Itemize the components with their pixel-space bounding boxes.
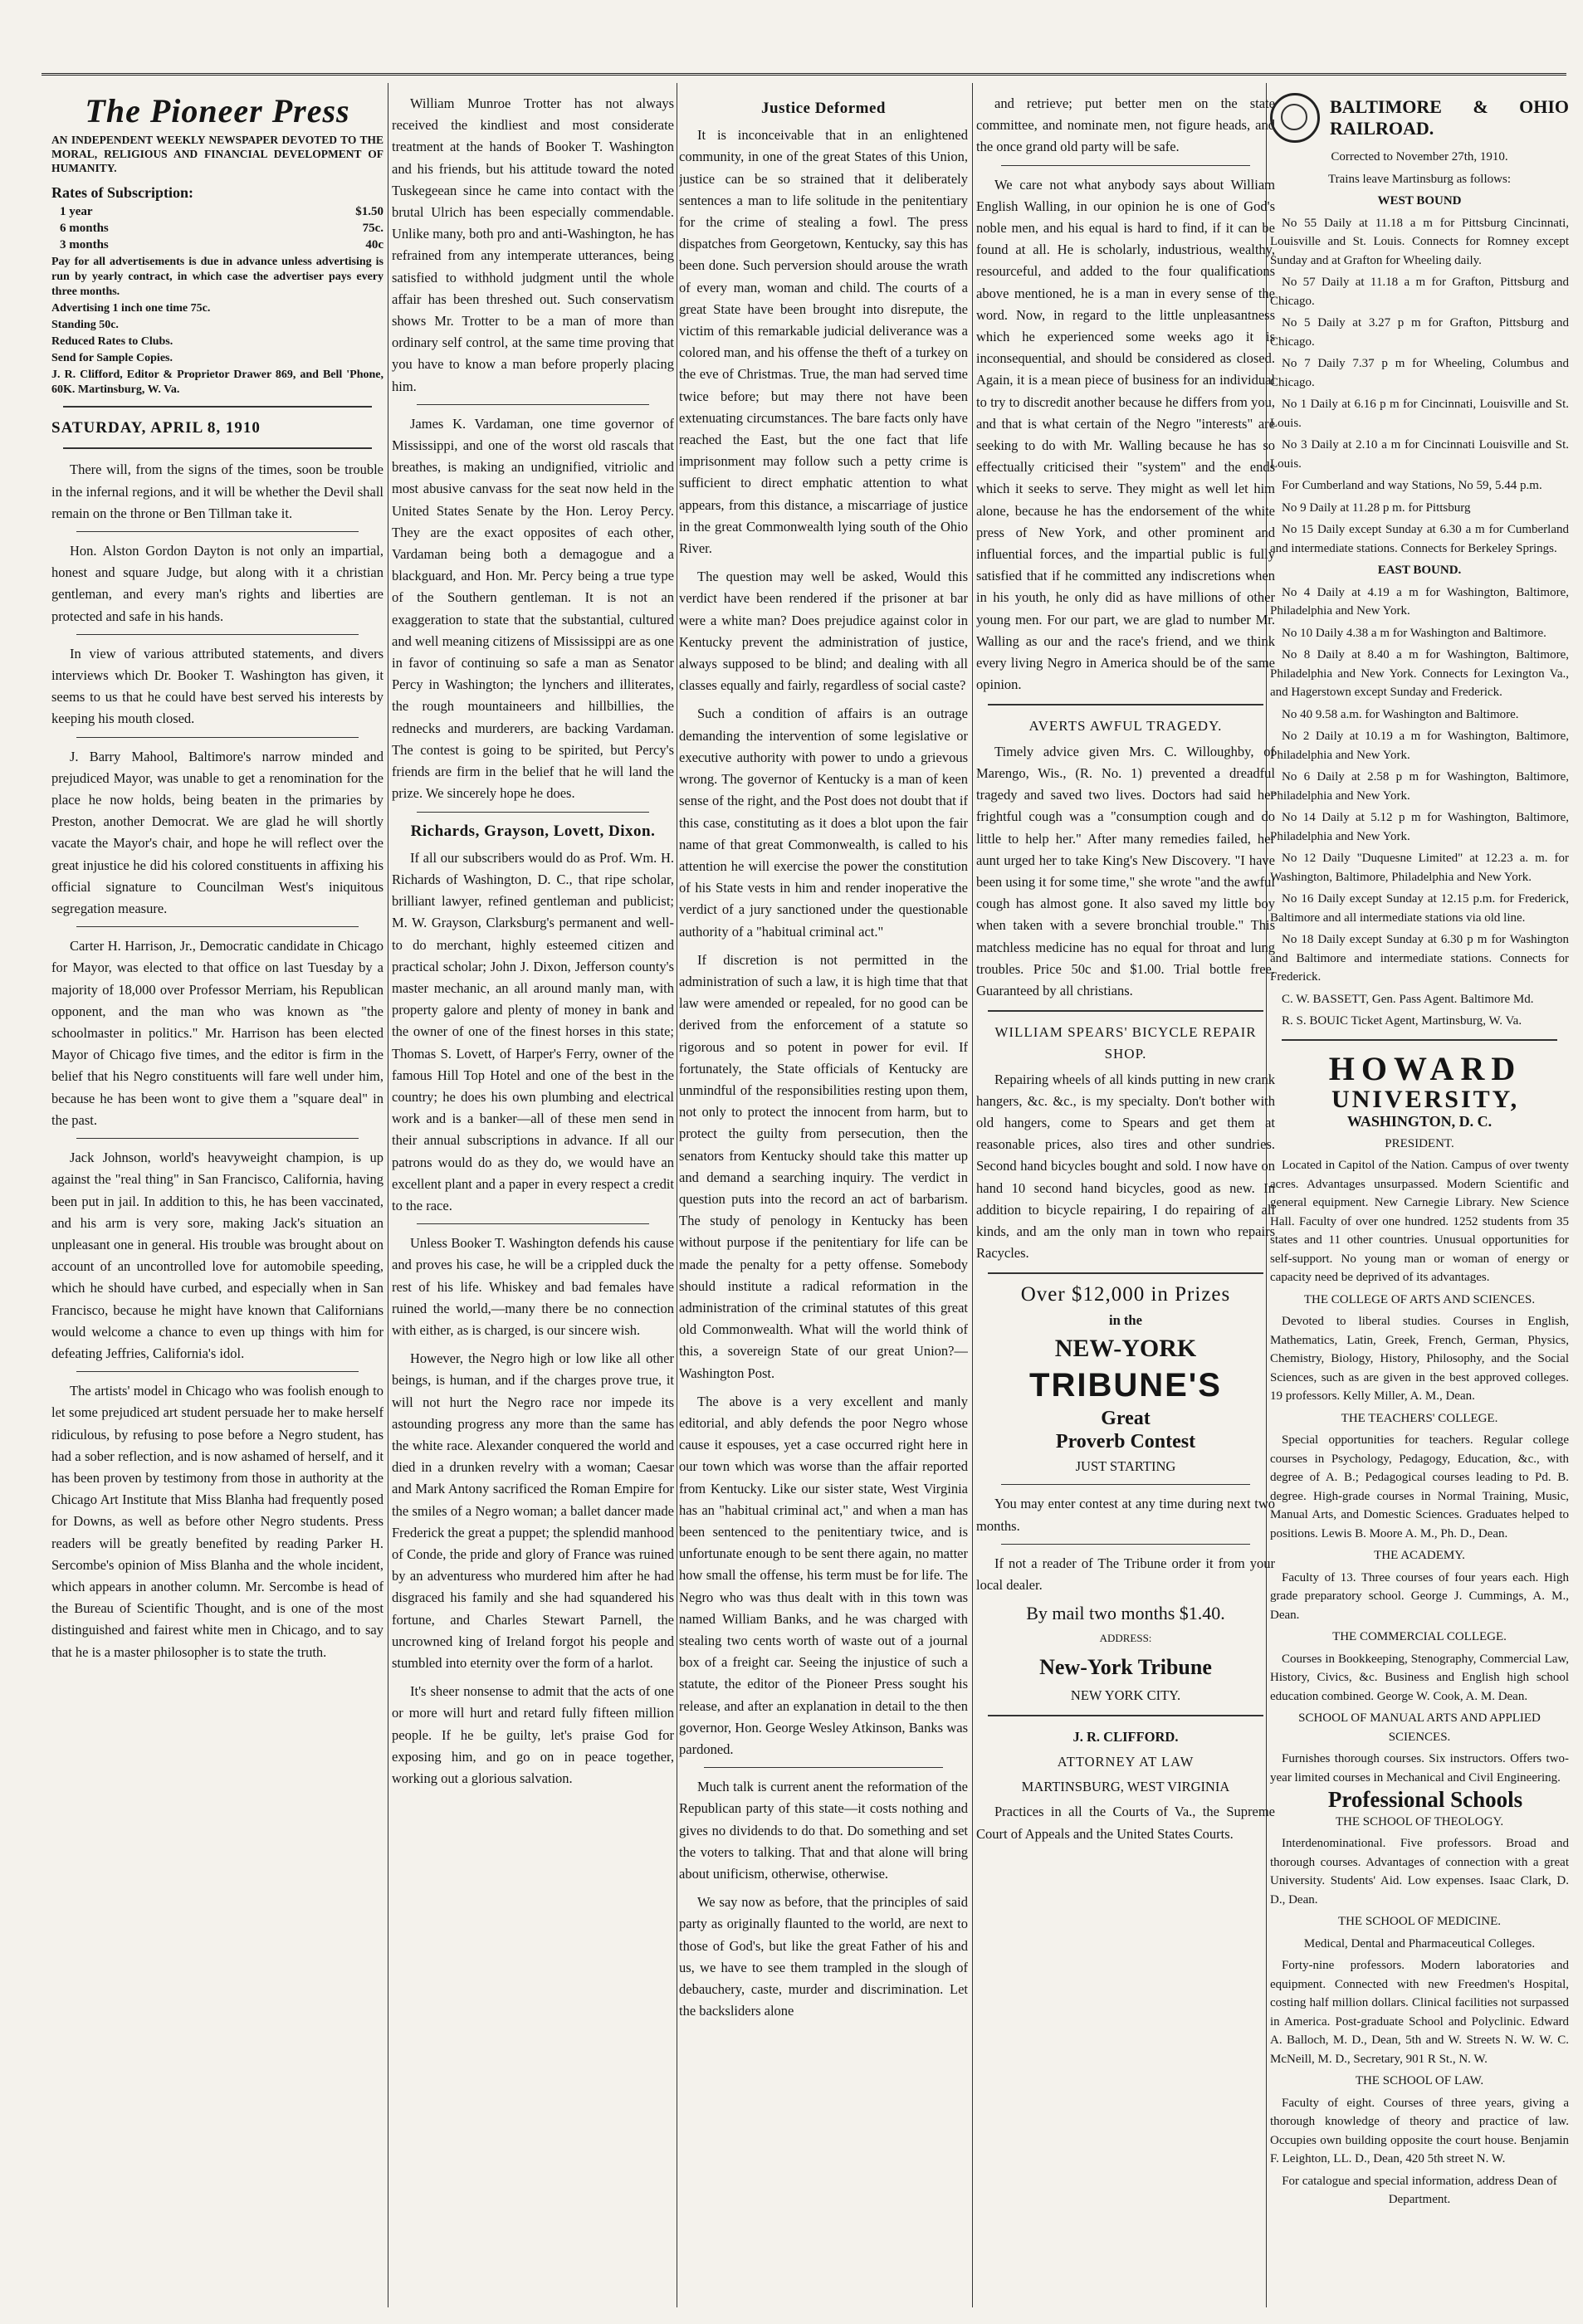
- divider: [76, 1138, 359, 1139]
- university-paragraph: Located in Capitol of the Nation. Campus of over twenty acres. Advantages unsurpassed. Modern Scientific and general equipment. New Carnegie Library. New Science Hall. Faculty of over one hundred. 1252 students from 35 states and 11 other countries. Unusual opportunities for self-support. No young man or woman of energy or capacity need be deprived of its advantages.: [1270, 1159, 1569, 1284]
- east-bound-heading: EAST BOUND.: [1377, 564, 1462, 577]
- tribune-enter: You may enter contest at any time during next two months.: [976, 1496, 1275, 1534]
- divider: [988, 704, 1263, 706]
- newspaper-title: The Pioneer Press: [85, 93, 350, 129]
- school-heading: THE SCHOOL OF THEOLOGY.: [1335, 1814, 1504, 1828]
- article-paragraph: However, the Negro high or low like all other beings, is human, and if the charges prove true, it will not hurt the Negro race nor impede its astounding progress any more than the same has the white race. Alexander conquered the world and died in a drunken revelry with a woman; Caesar and Mark Antony sacrificed the Roman Empire for the smiles of a Negro woman; a ballet dancer made Frederick the great a puppet; the splendid manhood of Conde, the pride and glory of France was ruined by an adventuress who murdered him after he had disgraced his family and she had squandered his fortune, and Charles Stewart Parnell, the uncrowned king of Ireland forgot his people and stumbled into eternity over the form of a harlot.: [392, 1350, 674, 1672]
- west-bound-heading: WEST BOUND: [1377, 194, 1462, 208]
- train-entry: No 55 Daily at 11.18 a m for Pittsburg Cincinnati, Louisville and St. Louis. Connects for Romney except Sunday and at Grafton for Wheeling daily.: [1270, 216, 1569, 267]
- school-heading: THE SCHOOL OF MEDICINE.: [1337, 1915, 1502, 1928]
- rate-row: 6 months 75c.: [60, 222, 384, 236]
- rates-title: Rates of Subscription:: [51, 184, 194, 201]
- club-rates: Reduced Rates to Clubs.: [51, 335, 173, 349]
- article-paragraph: James K. Vardaman, one time governor of Mississippi, and one of the worst old rascals that breathes, is making an undignified, vitriolic and most abusive canvass for the seat now held in the United States Senate by the Hon. Leroy Percy. They are the exact opposites of each other, Vardaman being both a demagogue and a blackguard, and Hon. Mr. Percy being a true type of the Southern gentleman. It is not an exaggeration to state that the substantial, cultured and well meaning citizens of Mississippi are as one in favor of continuing so safe a man as Senator Percy in Washington; the lynchers and illiterates, the rough mountaineers and hillbillies, the rednecks and murderers, are backing Vardaman. The contest is going to be spirited, but Percy's friends are firm in the belief that he will land the prize. We sincerely hope he does.: [392, 415, 674, 802]
- ad-headline: WILLIAM SPEARS' BICYCLE REPAIR SHOP.: [994, 1024, 1257, 1062]
- railroad-agent: C. W. BASSETT, Gen. Pass Agent. Baltimore Md.: [1282, 992, 1534, 1006]
- tribune-contest: Proverb Contest: [1055, 1430, 1196, 1452]
- rate-row: 1 year $1.50: [60, 205, 384, 219]
- school-subheading: Medical, Dental and Pharmaceutical Colleges.: [1303, 1936, 1536, 1950]
- tribune-in-the: in the: [1109, 1311, 1142, 1328]
- train-entry: No 2 Daily at 10.19 a m for Washington, Baltimore, Philadelphia and New York.: [1270, 730, 1569, 762]
- article-paragraph: Unless Booker T. Washington defends his cause and proves his case, he will be a crippled duck the rest of his life. Whiskey and bad females have ruined the world,—many there be no connection with either, as is charged, is our sincere wish.: [392, 1235, 674, 1338]
- divider: [76, 531, 359, 532]
- school-paragraph: Furnishes thorough courses. Six instructors. Offers two-year limited courses in Mechanical and Civil Engineering.: [1270, 1752, 1569, 1784]
- editor-info: J. R. Clifford, Editor & Proprietor Drawer 869, and Bell 'Phone, 60K. Martinsburg, W. Va.: [51, 369, 384, 397]
- divider: [76, 1371, 359, 1372]
- column-3: [679, 93, 968, 2316]
- editorial-paragraph: There will, from the signs of the times, soon be trouble in the infernal regions, and it will be whether the Devil shall remain on the throne or Ben Tillman take it.: [51, 461, 384, 521]
- university-title: UNIVERSITY,: [1331, 1085, 1520, 1113]
- school-heading: THE SCHOOL OF LAW.: [1355, 2074, 1484, 2087]
- divider: [63, 406, 372, 408]
- article-paragraph: The above is a very excellent and manly editorial, and ably defends the poor Negro whose cause it espouses, yet a case occurred right here in our town which was worse than the affair reported from Kentucky. Like our sister state, West Virginia has an "habitual criminal act," and when a man has been sentenced to the penitentiary twice, and is unfortunate enough to be sent there again, no matter how small the offense, his term must be for life. The Negro who was thus dealt with in this town was named William Banks, and he was charged with stealing two cents worth of waste out of a journal box of a freight car. Seeing the injustice of such a statute, the editor of the Pioneer Press sought his release, and after an explanation in detail to the then governor, Hon. George Wesley Atkinson, Banks was pardoned.: [679, 1393, 968, 1758]
- train-entry: No 1 Daily at 6.16 p m for Cincinnati, Louisville and St. Louis.: [1270, 398, 1569, 430]
- divider: [417, 812, 649, 813]
- railroad-agent: R. S. BOUIC Ticket Agent, Martinsburg, W. Va.: [1282, 1014, 1522, 1028]
- divider: [988, 1272, 1263, 1274]
- school-paragraph: Interdenominational. Five professors. Broad and thorough courses. Advantages of connection with a great University. Students' Aid. Low expenses. Isaac Clark, D. D., Dean.: [1270, 1837, 1569, 1907]
- train-entry: No 15 Daily except Sunday at 6.30 a m for Cumberland and intermediate stations. Connects for Berkeley Springs.: [1270, 523, 1569, 555]
- closing-note: For catalogue and special information, address Dean of Department.: [1282, 2174, 1557, 2206]
- president-label: PRESIDENT.: [1385, 1136, 1454, 1150]
- tribune-city: NEW YORK CITY.: [1070, 1687, 1181, 1703]
- school-heading: THE COLLEGE OF ARTS AND SCIENCES.: [1303, 1292, 1536, 1306]
- article-headline: Justice Deformed: [761, 100, 886, 117]
- article-paragraph: It's sheer nonsense to admit that the acts of one or more will hurt and retard fully fifteen million people. If he be guilty, let's praise God for exposing him, and go on in peace together, working out a glorious salvation.: [392, 1683, 674, 1787]
- editorial-paragraph: Carter H. Harrison, Jr., Democratic candidate in Chicago for Mayor, was elected to that office on last Tuesday by a majority of 18,000 over Professor Merriam, his Republican opponent, and the man who was known as "the schoolmaster in politics." Mr. Harrison has been elected Mayor of Chicago five times, and the editor is firm in the belief that his Negro constituents will fare well under him, because he has been wont to give them a "square deal" in the past.: [51, 938, 384, 1128]
- rate-row: 3 months 40c: [60, 238, 384, 252]
- article-paragraph: It is inconceivable that in an enlightened community, in one of the great States of this Union, justice can be so strained that it deliberately sentences a man to life solitude in the penitentiary for the crime of stealing a fowl. The press dispatches from Georgetown, Kentucky, say this has been done. Such perversion should arouse the wrath of every man, woman and child. The courts of a great State have been brought into disrepute, the victim of this remarkable judicial deliverance was a colored man, and his offense the theft of a turkey on the eve of Christmas. True, the man had served time twice before; but may there not have been extenuating circumstances. The bare facts only have reached the East, but the one fact that life imprisonment may follow such a petty crime is sufficient to direct emphatic attention to what appears, from this distance, a miscarriage of justice in the great Commonwealth lying south of the Ohio River.: [679, 127, 968, 557]
- divider: [1001, 1544, 1250, 1545]
- lawyer-place: MARTINSBURG, WEST VIRGINIA: [1021, 1779, 1230, 1795]
- tribune-address-name: New-York Tribune: [1039, 1654, 1212, 1679]
- issue-date: SATURDAY, APRIL 8, 1910: [51, 419, 261, 437]
- tribune-prizes: Over $12,000 in Prizes: [1020, 1283, 1231, 1306]
- school-heading: THE COMMERCIAL COLLEGE.: [1332, 1630, 1507, 1643]
- school-heading: SCHOOL OF MANUAL ARTS AND APPLIED SCIENCES.: [1298, 1711, 1541, 1744]
- divider: [76, 737, 359, 738]
- university-location: WASHINGTON, D. C.: [1346, 1113, 1493, 1130]
- article-paragraph: Such a condition of affairs is an outrage demanding the intervention of some legislative or executive authority with power to undo a grievous wrong. The governor of Kentucky is a man of keen sense of the right, and the Post does not doubt that if this case, constituting as it does a blot upon the fair name of that great Commonwealth, is called to his attention he will exercise the power the constitution of his State vests in him and render inoperative the verdict of a jury sanctioned under the questionable authority of a "habitual criminal act.": [679, 706, 968, 940]
- article-paragraph: We care not what anybody says about William English Walling, in our opinion he is one of God's noble men, and his equal is hard to find, if it can be found at all. He is scholarly, industrious, wealthy, resourceful, and added to the four qualifications above mentioned, he is a man in every sense of the word. Now, in regard to the little unpleasantness which he experienced some weeks ago it is inconsequential, and should be considered as closed. Again, it is a mean piece of business for an individual to try to discredit another because he differs from you, and that is what certain of the Negro "interests" are seeking to do with Mr. Walling because he has so effectually criticised their "system" and the ends which it seeks to serve. They might as well let him alone, because he has the endorsement of the white press of New York, and other prominent and influential forces, and the impartial public is fully satisfied that if he committed any indiscretions when in his youth, he only did as have millions of other young men. For our part, we are glad to number Mr. Walling as our and the race's friend, and we think every living Negro in America should be of the same opinion.: [976, 176, 1275, 693]
- school-paragraph: Devoted to liberal studies. Courses in English, Mathematics, Latin, Greek, French, German, Physics, Chemistry, Biology, History, Philosophy, and the Social Sciences, such as are given in the best approved colleges. 19 professors. Kelly Miller, A. M., Dean.: [1270, 1315, 1569, 1403]
- train-entry: No 7 Daily 7.37 p m for Wheeling, Columbus and Chicago.: [1270, 357, 1569, 389]
- editorial-paragraph: In view of various attributed statements, and divers interviews which Dr. Booker T. Washington has given, it seems to us that he could have best served his interests by keeping his mouth closed.: [51, 645, 384, 727]
- train-entry: No 18 Daily except Sunday at 6.30 p m for Washington and Baltimore and intermediate stations. Connects for Frederick.: [1270, 933, 1569, 984]
- divider: [1001, 165, 1250, 166]
- article-paragraph: If all our subscribers would do as Prof. Wm. H. Richards of Washington, D. C., that ripe scholar, brilliant lawyer, refined gentleman and publicist; M. W. Grayson, Clarksburg's permanent and well-to do merchant, highly esteemed citizen and practical scholar; John J. Dixon, Jefferson county's master mechanic, an all around manly man, with property galore and plenty of money in bank and the owner of one of the finest horses in this state; Thomas S. Lovett, of Harper's Ferry, owner of the famous Hill Top Hotel and one of the best in the country; he does his own plumbing and electrical work and is a banker—all of these men send in their annual subscriptions in advance. If all our patrons would do as they do, we would have an excellent plant and a paper in every respect a credit to the race.: [392, 849, 674, 1213]
- article-paragraph: If discretion is not permitted in the administration of such a law, it is high time that that law were amended or repealed, for no good can be derived from the enforcement of a statute so rigorous and so potent in power for evil. If fortunately, the State officials of Kentucky are unmindful of the responsibilities resting upon them, not only to protect the innocent from harm, but to protect the guilty from persecution, then the senators from Kentucky should take this matter up and demand a searching inquiry. The verdict in question puts into the record an act of barbarism. The study of penology in Kentucky has been without purpose if the penitentiary for life can be made the penalty for a petty offense. Somebody should institute a radical reformation in the administration of the criminal statutes of this great old Commonwealth. What will the world think of this, a sovereign State of our great Union?—Washington Post.: [679, 951, 968, 1381]
- school-paragraph: Forty-nine professors. Modern laboratories and equipment. Connected with new Freedmen's Hospital, costing half million dollars. Clinical facilities not surpassed in America. Post-graduate School and Polyclinic. Edward A. Balloch, M. D., Dean, 5th and W. Streets N. W. W. C. McNeill, M. D., Secretary, 901 R St., N. W.: [1270, 1959, 1569, 2066]
- tribune-starting: JUST STARTING: [1075, 1458, 1176, 1475]
- professional-schools-heading: Professional Schools: [1327, 1787, 1523, 1812]
- divider: [417, 1223, 649, 1224]
- school-heading: THE ACADEMY.: [1374, 1549, 1465, 1562]
- railroad-corrected: Corrected to November 27th, 1910.: [1331, 150, 1508, 164]
- divider: [1282, 1039, 1557, 1041]
- railroad-leave: Trains leave Martinsburg as follows:: [1328, 172, 1511, 186]
- column-2: [392, 93, 674, 2316]
- editorial-paragraph: The artists' model in Chicago who was foolish enough to let some prejudiced art student persuade her to make herself ridiculous, by refusing to pose before a Negro student, has had a sober reflection, and is now ashamed of herself, and it has been proven by testimony from those in authority at the Chicago Art Institute that Miss Blanha had frequently posed for Downs, as well as before other Negro students. Press readers will be greatly benefited by reading Parker H. Sercombe's opinion of Miss Blanha and the whole incident, which appears in another column. Mr. Sercombe is head of the Bureau of Scientific Thought, and is one of the most distinguished and fairest white men in Chicago, and to say that he is a master philosopher is to state the truth.: [51, 1383, 384, 1660]
- tribune-great: Great: [1101, 1407, 1151, 1429]
- article-paragraph: We say now as before, that the principles of said party as originally flaunted to the world, are next to those of God's, but like the great Father of his and us, we have to see them trampled in the slough of debauchery, caste, murder and discrimination. Let the backsliders alone: [679, 1894, 968, 2019]
- column-5: [1270, 93, 1569, 2316]
- ad-paragraph: Repairing wheels of all kinds putting in new crank hangers, &c. &c., is my specialty. Don't bother with old hangers, come to Spears and get them at reasonable prices, also tires and other sundries. Second hand bicycles bought and sold. I now have on hand 10 second hand bicycles, good as new. In addition to bicycle repairing, I do repairing of all kinds, and am the only man in town who repairs Racycles.: [976, 1071, 1275, 1262]
- train-entry: No 5 Daily at 3.27 p m for Grafton, Pittsburg and Chicago.: [1270, 316, 1569, 349]
- advertising-rate: Advertising 1 inch one time 75c.: [51, 302, 211, 315]
- tribune-mail-price: By mail two months $1.40.: [1026, 1603, 1225, 1624]
- train-entry: No 16 Daily except Sunday at 12.15 p.m. for Frederick, Baltimore and all intermediate stations via old line.: [1270, 892, 1569, 925]
- divider: [988, 1715, 1263, 1716]
- article-paragraph: and retrieve; put better men on the state committee, and nominate men, not figure heads, and the once grand old party will be safe.: [976, 95, 1275, 155]
- howard-title: HOWARD: [1328, 1049, 1522, 1087]
- train-entry: No 3 Daily at 2.10 a m for Cincinnati Louisville and St. Louis.: [1270, 438, 1569, 471]
- tribune-name: TRIBUNE'S: [1029, 1366, 1222, 1404]
- divider: [63, 447, 372, 449]
- tribune-address-label: ADDRESS:: [1099, 1632, 1152, 1645]
- column-1: [51, 93, 384, 2316]
- railroad-seal-icon: [1270, 93, 1320, 143]
- school-paragraph: Courses in Bookkeeping, Stenography, Commercial Law, History, Civics, &c. Business and English high school education combined. George W. Cook, A. M. Dean.: [1270, 1652, 1569, 1703]
- train-entry: No 57 Daily at 11.18 a m for Grafton, Pittsburg and Chicago.: [1270, 276, 1569, 308]
- tribune-reader: If not a reader of The Tribune order it from your local dealer.: [976, 1555, 1275, 1593]
- train-entry: For Cumberland and way Stations, No 59, 5.44 p.m.: [1282, 479, 1542, 492]
- article-paragraph: The question may well be asked, Would this verdict have been rendered if the prisoner at bar were a white man? Does prejudice against color in Kentucky prevent the administration of justice, always supposed to be blind; and dealing with all classes equally and fairly, regardless of social caste?: [679, 569, 968, 694]
- divider: [76, 926, 359, 927]
- railroad-header: [1270, 93, 1569, 143]
- train-entry: No 8 Daily at 8.40 a m for Washington, Baltimore, Philadelphia and New York. Connects for Lexington Va., and Hagerstown except Sunday and Frederick.: [1270, 648, 1569, 699]
- pay-note: Pay for all advertisements is due in advance unless advertising is run by yearly contract, in which case the advertiser pays every three months.: [51, 256, 384, 299]
- ad-paragraph: Timely advice given Mrs. C. Willoughby, of Marengo, Wis., (R. No. 1) prevented a dreadful tragedy and saved two lives. Doctors had said her frightful cough was a "consumption cough and do little to help her." After many remedies failed, her aunt urged her to take King's New Discovery. "I have been using it for some time," she wrote "and the awful cough has almost gone. It also saved my little boy when taken with a severe bronchial trouble." This matchless medicine has no equal for throat and lung troubles. Price 50c and $1.00. Trial bottle free. Guaranteed by all christians.: [976, 743, 1275, 998]
- train-entry: No 14 Daily at 5.12 p m for Washington, Baltimore, Philadelphia and New York.: [1270, 811, 1569, 843]
- train-entry: No 9 Daily at 11.28 p m. for Pittsburg: [1282, 500, 1471, 515]
- sample-copies: Send for Sample Copies.: [51, 352, 173, 365]
- school-paragraph: Faculty of eight. Courses of three years, giving a thorough knowledge of theory and practice of law. Occupies own building opposite the court house. Benjamin F. Leighton, LL. D., Dean, 420 5th street N. W.: [1270, 2096, 1569, 2165]
- train-entry: No 6 Daily at 2.58 p m for Washington, Baltimore, Philadelphia and New York.: [1270, 770, 1569, 803]
- railroad-title: BALTIMORE & OHIO RAILROAD.: [1330, 96, 1569, 139]
- school-paragraph: Faculty of 13. Three courses of four years each. High grade preparatory school. George J. Cummings, A. M., Dean.: [1270, 1570, 1569, 1622]
- divider: [704, 1767, 943, 1768]
- divider: [417, 404, 649, 405]
- lawyer-title: ATTORNEY AT LAW: [1057, 1754, 1195, 1770]
- editorial-paragraph: Jack Johnson, world's heavyweight champion, is up against the "real thing" in San Francisco, California, having been put in jail. In addition to this, he has been vaccinated, and his arm is very sore, making Jack's situation an unpleasant one in general. His trouble was brought about on account of an uncontrolled love for automobile speeding, which he should have curbed, and especially when in San Francisco, because he might have known that Californians would welcome a chance to even up things with him for defeating Jeffries, California's idol.: [51, 1150, 384, 1361]
- train-entry: No 12 Daily "Duquesne Limited" at 12.23 a. m. for Washington, Baltimore, Philadelphia and New York.: [1270, 852, 1569, 884]
- divider: [1001, 1484, 1250, 1485]
- lawyer-practice: Practices in all the Courts of Va., the Supreme Court of Appeals and the United States Courts.: [976, 1804, 1275, 1842]
- masthead-subtitle: AN INDEPENDENT WEEKLY NEWSPAPER DEVOTED TO THE MORAL, RELIGIOUS AND FINANCIAL DEVELOPMENT OF HUMANITY.: [51, 134, 384, 174]
- article-paragraph: William Munroe Trotter has not always received the kindliest and most considerate treatment at the hands of Booker T. Washington and his friends, but his attitude toward the noted Tuskegeean since he came into contact with the brutal Ulrich has been especially commendable. Unlike many, both pro and anti-Washington, he has refrained from any intemperate utterances, being satisfied to withhold judgment until the whole affair has been threshed out. Such conservatism shows Mr. Trotter to be a man of more than ordinary self control, at the same time proving that you have to know a man before properly placing him.: [392, 95, 674, 394]
- train-entry: No 10 Daily 4.38 a m for Washington and Baltimore.: [1282, 626, 1546, 640]
- train-entry: No 4 Daily at 4.19 a m for Washington, Baltimore, Philadelphia and New York.: [1270, 585, 1569, 618]
- school-paragraph: Special opportunities for teachers. Regular college courses in Psychology, Pedagogy, Education, &c., with degree of A. B.; Pedagogical courses leading to Pd. B. degree. High-grade courses in Normal Training, Music, Manual Arts, and Domestic Sciences. Graduates helped to positions. Lewis B. Moore A. M., Ph. D., Dean.: [1270, 1433, 1569, 1540]
- column-divider: [972, 83, 973, 2307]
- divider: [988, 1010, 1263, 1012]
- editorial-paragraph: Hon. Alston Gordon Dayton is not only an impartial, honest and square Judge, but along with it a christian gentleman, and every man's rights and liberties are protected and safe in his hands.: [51, 543, 384, 624]
- east-bound-list: [1270, 583, 1569, 987]
- article-paragraph: Much talk is current anent the reformation of the Republican party of this state—it costs nothing and gives no dividends to do that. Do something and set the voters to talking. That and that alone will bring about unificism, otherwise, otherwise.: [679, 1779, 968, 1882]
- tribune-newyork: NEW-YORK: [1054, 1334, 1197, 1362]
- standing-rate: Standing 50c.: [51, 319, 119, 332]
- ad-headline: AVERTS AWFUL TRAGEDY.: [1028, 718, 1223, 735]
- divider: [76, 634, 359, 635]
- masthead-rule: [42, 73, 1566, 81]
- editorial-paragraph: J. Barry Mahool, Baltimore's narrow minded and prejudiced Mayor, was unable to get a renomination for the place he now holds, being beaten in the primaries by Preston, another Democrat. We are glad he will shortly vacate the Mayor's chair, and hope he will reflect over the great injustice he did his colored constituents in affixing his official signature to Councilman West's iniquitous segregation measure.: [51, 748, 384, 917]
- west-bound-list: [1270, 214, 1569, 559]
- lawyer-name: J. R. CLIFFORD.: [1072, 1728, 1179, 1745]
- train-entry: No 40 9.58 a.m. for Washington and Baltimore.: [1282, 707, 1519, 721]
- column-4: [976, 93, 1275, 2316]
- article-headline: Richards, Grayson, Lovett, Dixon.: [410, 822, 656, 840]
- school-heading: THE TEACHERS' COLLEGE.: [1341, 1411, 1498, 1425]
